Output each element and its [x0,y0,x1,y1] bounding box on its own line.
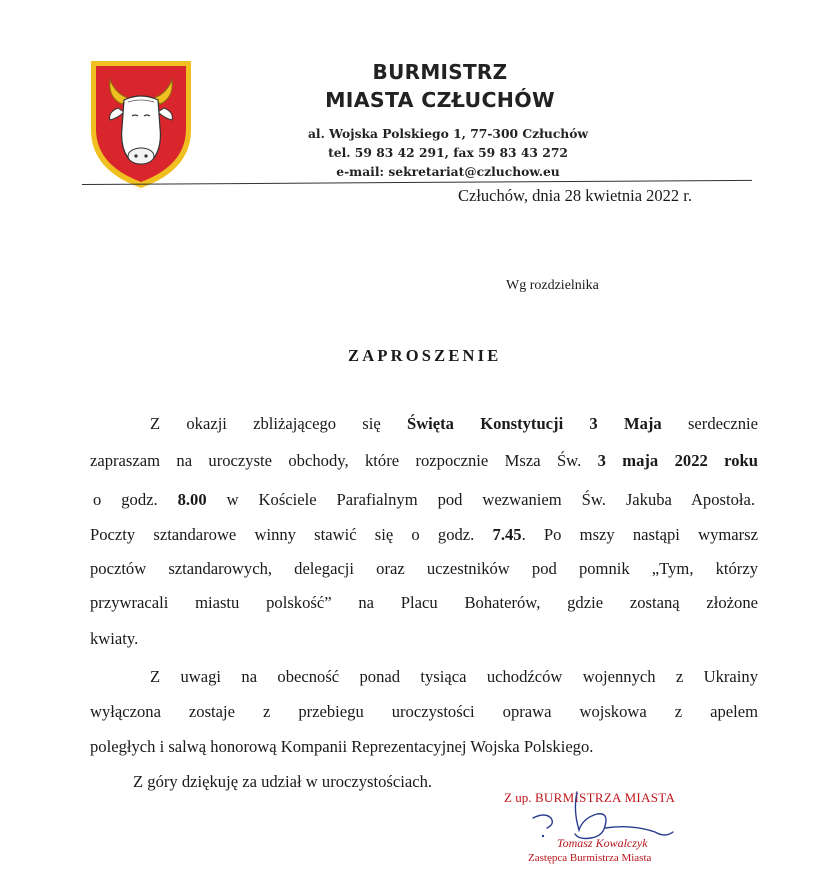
paragraph-1-line-7: kwiaty. [90,629,139,648]
signatory-role: Zastępca Burmistrza Miasta [528,852,652,864]
signatory-name: Tomasz Kowalczyk [557,836,648,850]
paragraph-2-line-1: Z uwagi na obecność ponad tysiąca uchodźców wojennych z Ukrainy [150,667,758,686]
paragraph-1-line-3: o godz. 8.00 w Kościele Parafialnym pod wezwaniem Św. Jakuba Apostoła. [93,490,756,509]
paragraph-1-line-5: pocztów sztandarowych, delegacji oraz uczestników pod pomnik „Tym, którzy [90,559,758,578]
paragraph-1-line-4: Poczty sztandarowe winny stawić się o godz. 7.45. Po mszy nastąpi wymarsz [90,525,758,544]
paragraph-1-line-6: przywracali miastu polskość” na Placu Bohaterów, gdzie zostaną złożone [90,593,758,612]
paragraph-1-line-1: Z okazji zbliżającego się Święta Konstytucji 3 Maja serdecznie [150,414,758,433]
document-title: ZAPROSZENIE [348,346,502,365]
paragraph-2-line-3: poległych i salwą honorową Kompanii Reprezentacyjnej Wojska Polskiego. [90,737,594,756]
closing-line: Z góry dziękuję za udział w uroczystościach. [133,772,433,791]
paragraph-1-line-2: zapraszam na uroczyste obchody, które rozpocznie Msza Św. 3 maja 2022 roku [90,451,758,470]
phone-fax: tel. 59 83 42 291, fax 59 83 43 272 [328,145,568,160]
recipient-line: Wg rozdzielnika [506,278,599,293]
document-date: Człuchów, dnia 28 kwietnia 2022 r. [458,186,693,205]
city-coat-of-arms-bull-icon [88,58,194,190]
email-address: e-mail: sekretariat@czluchow.eu [336,164,560,179]
postal-address: al. Wojska Polskiego 1, 77-300 Człuchów [307,126,589,141]
paragraph-2-line-2: wyłączona zostaje z przebiegu uroczystości oprawa wojskowa z apelem [90,702,758,721]
stamp-title: BURMISTRZA MIASTA [534,790,676,805]
city-name-title: MIASTA CZŁUCHÓW [325,88,555,112]
on-behalf-label: Z up. [504,790,532,805]
office-title: BURMISTRZ [372,60,508,84]
